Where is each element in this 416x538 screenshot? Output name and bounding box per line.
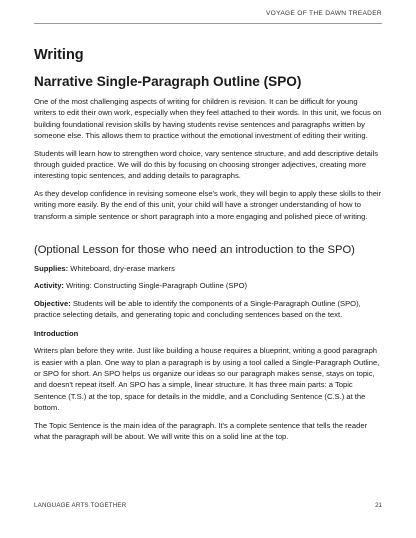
intro-paragraph-1: One of the most challenging aspects of writing for children is revision. It can be difficult for young writers to edit their own work, especially when they feel attached to their words. In this unit, we focus on building foundational revision skills by having students revise sentences and paragraphs written by someone else. This allows them to practice without the emotional investment of editing their writing. <box>34 97 382 141</box>
section-title: Writing <box>34 47 84 63</box>
activity-text: Writing: Constructing Single-Paragraph Outline (SPO) <box>63 281 248 291</box>
running-header: VOYAGE OF THE DAWN TREADER <box>265 10 382 17</box>
activity-line <box>34 280 382 291</box>
supplies-label: Supplies: <box>34 264 69 274</box>
activity-label: Activity: <box>34 281 64 291</box>
header-divider <box>34 23 382 24</box>
intro-paragraph-2: Students will learn how to strengthen word choice, vary sentence structure, and add descriptive details through guided practice. We will do this by focusing on choosing stronger adjectives, creating more interesting topic sentences, and adding details to paragraphs. <box>34 148 379 181</box>
introduction-paragraph-2: The Topic Sentence is the main idea of the paragraph. It's a complete sentence that tells the reader what the paragraph will be about. We will write this on a solid line at the top. <box>34 420 368 441</box>
page-content <box>34 46 382 442</box>
objective-line <box>34 298 382 321</box>
supplies-line <box>34 263 382 274</box>
subsection-title: Narrative Single-Paragraph Outline (SPO) <box>34 74 302 89</box>
footer-book-title: LANGUAGE ARTS TOGETHER <box>34 502 127 509</box>
introduction-paragraph-1: Writers plan before they write. Just like building a house requires a blueprint, writing a good paragraph is easier with a plan. One way to plan a paragraph is by using a tool called a Single-Paragraph Outline, or SPO for short. An SPO helps us organize our ideas so our paragraph makes sense, stays on topic, and doesn't repeat itself. An SPO has a simple, linear structure. It has three main parts: a Topic Sentence (T.S.) at the top, space for details in the middle, and a Concluding Sentence (C.S.) at the bottom. <box>34 346 380 413</box>
supplies-text: Whiteboard, dry-erase markers <box>68 264 175 274</box>
introduction-heading: Introduction <box>34 328 79 338</box>
optional-lesson-heading: (Optional Lesson for those who need an introduction to the SPO) <box>34 244 355 257</box>
objective-label: Objective: <box>34 298 71 308</box>
objective-text: Students will be able to identify the components of a Single-Paragraph Outline (SPO), practice selecting details, and generating topic and concluding sentences based on the text. <box>34 298 361 320</box>
intro-paragraph-3: As they develop confidence in revising someone else's work, they will begin to apply these skills to their writing more easily. By the end of this unit, your child will have a stronger understanding of how to transform a simple sentence or short paragraph into a more engaging and polished piece of writing. <box>34 188 382 221</box>
page-number: 21 <box>375 502 382 509</box>
